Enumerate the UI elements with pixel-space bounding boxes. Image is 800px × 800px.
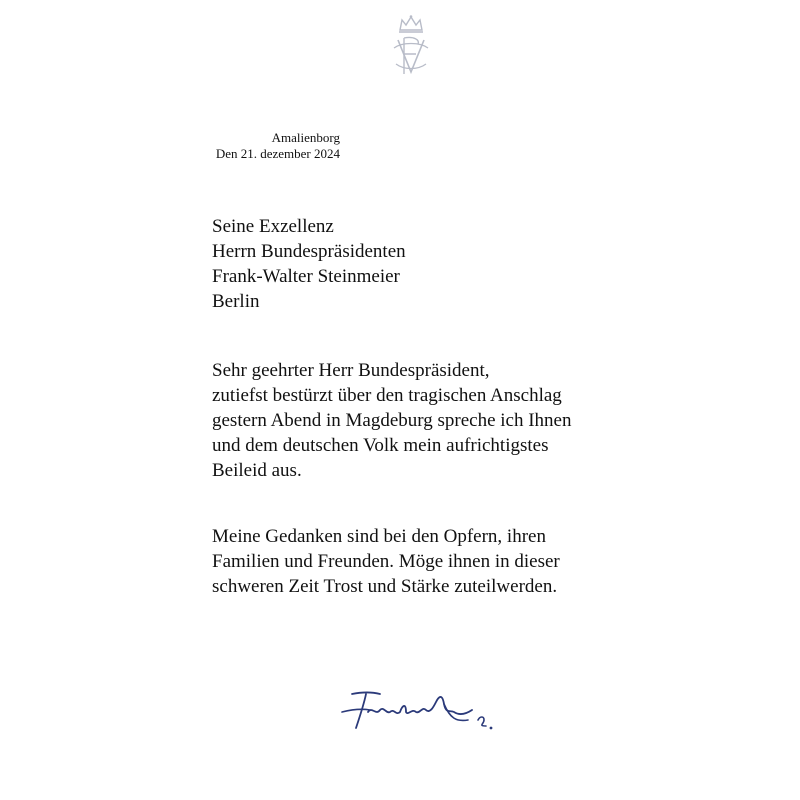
handwritten-signature xyxy=(338,682,498,742)
addressee-line: Berlin xyxy=(212,291,260,312)
paragraph-condolence xyxy=(212,358,572,483)
text-line: Beileid aus. xyxy=(212,460,302,481)
addressee-block xyxy=(212,214,406,314)
text-line: Sehr geehrter Herr Bundespräsident, xyxy=(212,360,490,381)
date-line: Den 21. dezember 2024 xyxy=(215,146,340,161)
text-line: Meine Gedanken sind bei den Opfern, ihren xyxy=(212,526,546,547)
letter-heading xyxy=(150,130,340,162)
text-line: zutiefst bestürzt über den tragischen Anschlag xyxy=(212,385,562,406)
place-line: Amalienborg xyxy=(271,130,340,145)
text-line: und dem deutschen Volk mein aufrichtigstes xyxy=(212,435,549,456)
text-line: Familien und Freunden. Möge ihnen in dieser xyxy=(212,551,560,572)
paragraph-thoughts xyxy=(212,524,560,599)
addressee-line: Seine Exzellenz xyxy=(212,216,334,237)
royal-monogram-icon xyxy=(388,14,434,80)
text-line: schweren Zeit Trost und Stärke zuteilwerden. xyxy=(212,576,558,597)
addressee-line: Herrn Bundespräsidenten xyxy=(212,241,406,262)
text-line: gestern Abend in Magdeburg spreche ich Ihnen xyxy=(212,410,572,431)
addressee-line: Frank-Walter Steinmeier xyxy=(212,266,400,287)
